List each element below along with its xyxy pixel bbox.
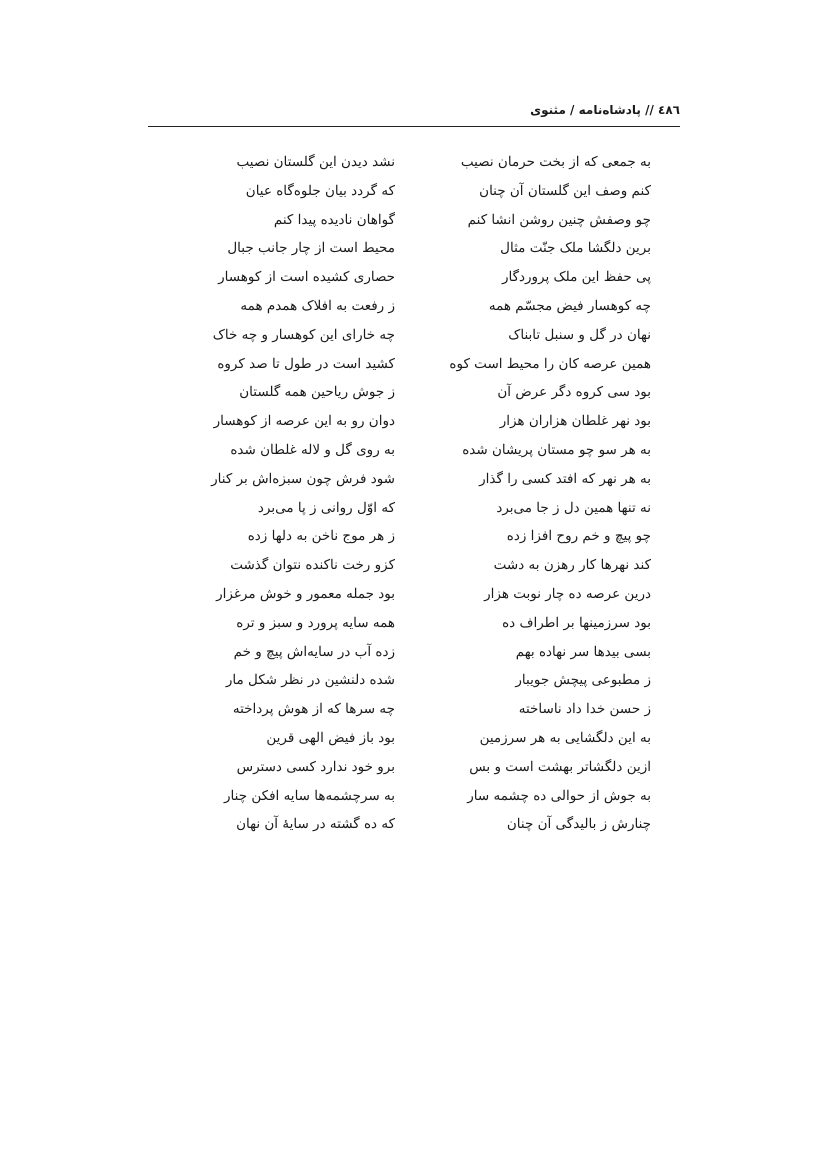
hemistich-second: همه سایه پرورد و سبز و تره xyxy=(236,614,395,631)
hemistich-first: ز مطبوعی پیچش جویبار xyxy=(515,672,651,689)
hemistich-first: پی حفظ این ملک پروردگار xyxy=(501,269,651,286)
running-head: ٤٨٦ // پادشاه‌نامه / مثنوی xyxy=(530,103,680,117)
hemistich-second: حصاری کشیده است از کوهسار xyxy=(218,269,395,286)
couplet xyxy=(183,436,651,465)
hemistich-first: چو وصفش چنین روشن انشا کنم xyxy=(467,211,651,228)
hemistich-second: چه سرها که از هوش پرداخته xyxy=(232,701,395,718)
hemistich-first: به هر سو چو مستان پریشان شده xyxy=(462,442,651,458)
hemistich-second: دوان رو به این عرصه از کوهسار xyxy=(213,413,395,430)
couplet xyxy=(183,177,651,206)
hemistich-first: بسی بیدها سر نهاده بهم xyxy=(515,643,651,660)
hemistich-second: کشید است در طول تا صد کروه xyxy=(217,355,395,372)
couplet xyxy=(183,321,651,350)
couplet xyxy=(183,206,651,235)
hemistich-second: ز جوش ریاحین همه گلستان xyxy=(239,384,395,401)
hemistich-second: بود جمله معمور و خوش مرغزار xyxy=(216,586,395,602)
couplet xyxy=(183,350,651,379)
hemistich-second: به روی گل و لاله غلطان شده xyxy=(230,442,395,458)
couplet xyxy=(183,292,651,321)
couplet xyxy=(183,810,651,839)
couplet xyxy=(183,148,651,177)
hemistich-first: ازین دلگشاتر بهشت است و بس xyxy=(469,758,651,775)
couplet xyxy=(183,638,651,667)
hemistich-first: چو پیچ و خم روح افزا زده xyxy=(506,528,651,545)
hemistich-first: به جوش از حوالی ده چشمه سار xyxy=(467,787,651,804)
hemistich-second: که گردد بیان جلوه‌گاه عیان xyxy=(245,182,395,199)
hemistich-second: کزو رخت ناکنده نتوان گذشت xyxy=(230,557,395,574)
couplet xyxy=(183,522,651,551)
hemistich-second: که اوّل روانی ز پا می‌برد xyxy=(257,499,395,516)
couplet xyxy=(183,465,651,494)
couplet xyxy=(183,753,651,782)
hemistich-second: ز رفعت به افلاک همدم همه xyxy=(240,298,395,314)
couplet xyxy=(183,724,651,753)
couplet xyxy=(183,234,651,263)
hemistich-second: بود باز فیض الهی قرین xyxy=(266,730,395,746)
hemistich-first: ز حسن خدا داد ناساخته xyxy=(518,701,651,718)
couplet xyxy=(183,494,651,523)
hemistich-first: بود سرزمینها بر اطراف ده xyxy=(502,614,651,631)
hemistich-second: ز هر موج ناخن به دلها زده xyxy=(247,528,395,545)
hemistich-first: نه تنها همین دل ز جا می‌برد xyxy=(496,499,651,516)
hemistich-second: که ده گشته در سایهٔ آن نهان xyxy=(236,816,395,833)
hemistich-first: بود سی کروه دگر عرض آن xyxy=(497,384,651,401)
couplet xyxy=(183,782,651,811)
hemistich-first: بود نهر غلطان هزاران هزار xyxy=(499,413,651,430)
couplet xyxy=(183,551,651,580)
hemistich-first: به هر نهر که افتد کسی را گذار xyxy=(479,470,651,487)
couplet xyxy=(183,378,651,407)
hemistich-first: چه کوهسار فیض مجسّم همه xyxy=(488,298,651,314)
couplet xyxy=(183,263,651,292)
couplet xyxy=(183,580,651,609)
hemistich-first: کند نهرها کار رهزن به دشت xyxy=(493,557,651,574)
poem-body xyxy=(183,148,651,868)
hemistich-second: زده آب در سایه‌اش پیچ و خم xyxy=(233,643,395,660)
hemistich-first: درین عرصه ده چار نوبت هزار xyxy=(484,586,651,602)
hemistich-second: شده دلنشین در نظر شکل مار xyxy=(225,672,395,689)
page-header xyxy=(148,100,680,127)
couplet xyxy=(183,407,651,436)
hemistich-second: نشد دیدن این گلستان نصیب xyxy=(236,154,395,170)
couplet xyxy=(183,609,651,638)
couplet xyxy=(183,666,651,695)
hemistich-second: به سرچشمه‌ها سایه افکن چنار xyxy=(224,787,395,804)
hemistich-first: به این دلگشایی به هر سرزمین xyxy=(479,730,651,746)
hemistich-first: به جمعی که از بخت حرمان نصیب xyxy=(460,154,651,170)
hemistich-first: نهان در گل و سنبل تابناک xyxy=(508,326,651,343)
hemistich-first: چنارش ز بالیدگی آن چنان xyxy=(506,816,651,833)
hemistich-second: چه خارای این کوهسار و چه خاک xyxy=(212,326,395,343)
hemistich-first: کنم وصف این گلستان آن چنان xyxy=(479,182,651,199)
hemistich-second: محیط است از چار جانب جبال xyxy=(227,240,395,257)
couplet xyxy=(183,695,651,724)
hemistich-first: همین عرصه کان را محیط است کوه xyxy=(449,355,651,372)
hemistich-second: برو خود ندارد کسی دسترس xyxy=(236,758,395,775)
hemistich-second: شود فرش چون سبزه‌اش بر کنار xyxy=(211,470,395,487)
hemistich-second: گواهان نادیده پیدا کنم xyxy=(273,211,395,228)
hemistich-first: برین دلگشا ملک جنّت مثال xyxy=(500,240,651,257)
